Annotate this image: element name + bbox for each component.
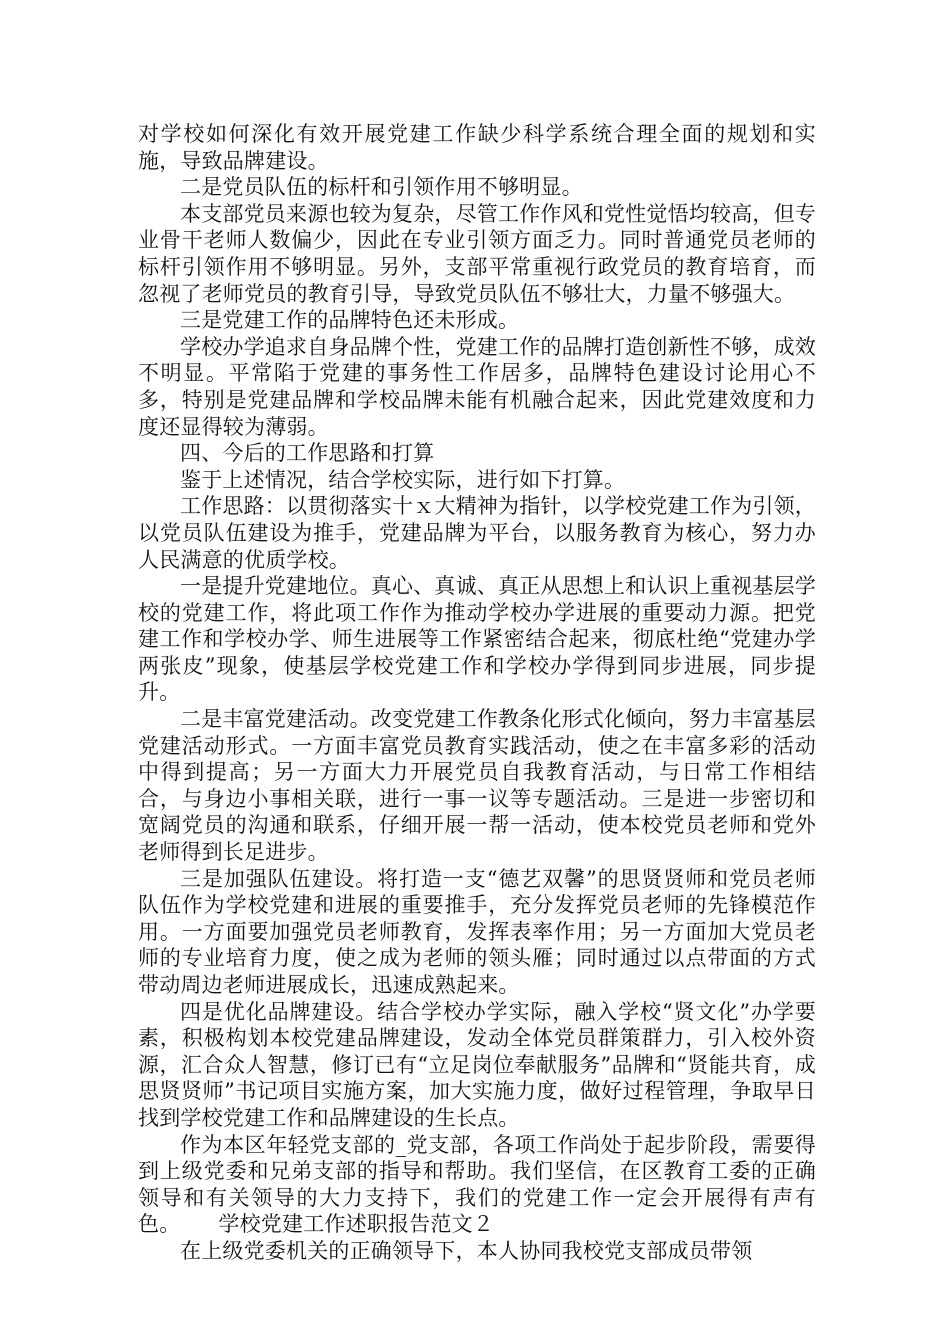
paragraph-12: 四是优化品牌建设。结合学校办学实际，融入学校“贤文化”办学要素，积极构划本校党建品牌建设，发动全体党员群策群力，引入校外资源，汇合众人智慧，修订已有“立足岗位奉献服务”品牌和“贤能共育，成思贤贤师”书记项目实施方案，加大实施力度，做好过程管理，争取早日找到学校党建工作和品牌建设的生长点。 bbox=[138, 999, 816, 1130]
paragraph-11: 三是加强队伍建设。将打造一支“德艺双馨”的思贤贤师和党员老师队伍作为学校党建和进展的重要推手，充分发挥党员老师的先锋模范作用。一方面要加强党员老师教育，发挥表率作用；另一方面加大党员老师的专业培育力度，使之成为老师的领头雁；同时通过以点带面的方式带动周边老师进展成长，迅速成熟起来。 bbox=[138, 866, 816, 997]
paragraph-8: 工作思路：以贯彻落实十ｘ大精神为指针，以学校党建工作为引领，以党员队伍建设为推手，党建品牌为平台，以服务教育为核心，努力办人民满意的优质学校。 bbox=[138, 494, 816, 572]
paragraph-10: 二是丰富党建活动。改变党建工作教条化形式化倾向，努力丰富基层党建活动形式。一方面丰富党员教育实践活动，使之在丰富多彩的活动中得到提高；另一方面大力开展党员自我教育活动，与日常工作相结合，与身边小事相关联，进行一事一议等专题活动。三是进一步密切和宽阔党员的沟通和联系，仔细开展一帮一活动，使本校党员老师和党外老师得到长足进步。 bbox=[138, 707, 816, 865]
document-body bbox=[138, 121, 816, 1265]
paragraph-4: 三是党建工作的品牌特色还未形成。 bbox=[180, 308, 520, 333]
paragraph-3: 本支部党员来源也较为复杂，尽管工作作风和党性觉悟均较高，但专业骨干老师人数偏少，因此在专业引领方面乏力。同时普通党员老师的标杆引领作用不够明显。另外，支部平常重视行政党员的教育培育，而忽视了老师党员的教育引导，导致党员队伍不够壮大，力量不够强大。 bbox=[138, 201, 816, 306]
paragraph-2: 二是党员队伍的标杆和引领作用不够明显。 bbox=[180, 175, 583, 200]
paragraph-13-text: 作为本区年轻党支部的_党支部，各项工作尚处于起步阶段，需要得到上级党委和兄弟支部的指导和帮助。我们坚信，在区教育工委的正确领导和有关领导的大力支持下，我们的党建工作一定会开展得有声有色。 bbox=[138, 1132, 816, 1237]
paragraph-14: 在上级党委机关的正确领导下，本人协同我校党支部成员带领 bbox=[180, 1238, 753, 1263]
paragraph-6: 四、今后的工作思路和打算 bbox=[180, 441, 435, 466]
paragraph-5: 学校办学追求自身品牌个性，党建工作的品牌打造创新性不够，成效不明显。平常陷于党建的事务性工作居多，品牌特色建设讨论用心不多，特别是党建品牌和学校品牌未能有机融合起来，因此党建效度和力度还显得较为薄弱。 bbox=[138, 334, 816, 439]
paragraph-13 bbox=[138, 1132, 816, 1238]
paragraph-9: 一是提升党建地位。真心、真诚、真正从思想上和认识上重视基层学校的党建工作，将此项工作作为推动学校办学进展的重要动力源。把党建工作和学校办学、师生进展等工作紧密结合起来，彻底杜绝“党建办学两张皮”现象，使基层学校党建工作和学校办学得到同步进展，同步提升。 bbox=[138, 574, 816, 705]
next-document-title: 学校党建工作述职报告范文２ bbox=[218, 1212, 495, 1237]
paragraph-7: 鉴于上述情况，结合学校实际，进行如下打算。 bbox=[180, 467, 626, 492]
paragraph-1: 对学校如何深化有效开展党建工作缺少科学系统合理全面的规划和实施，导致品牌建设。 bbox=[138, 122, 816, 173]
